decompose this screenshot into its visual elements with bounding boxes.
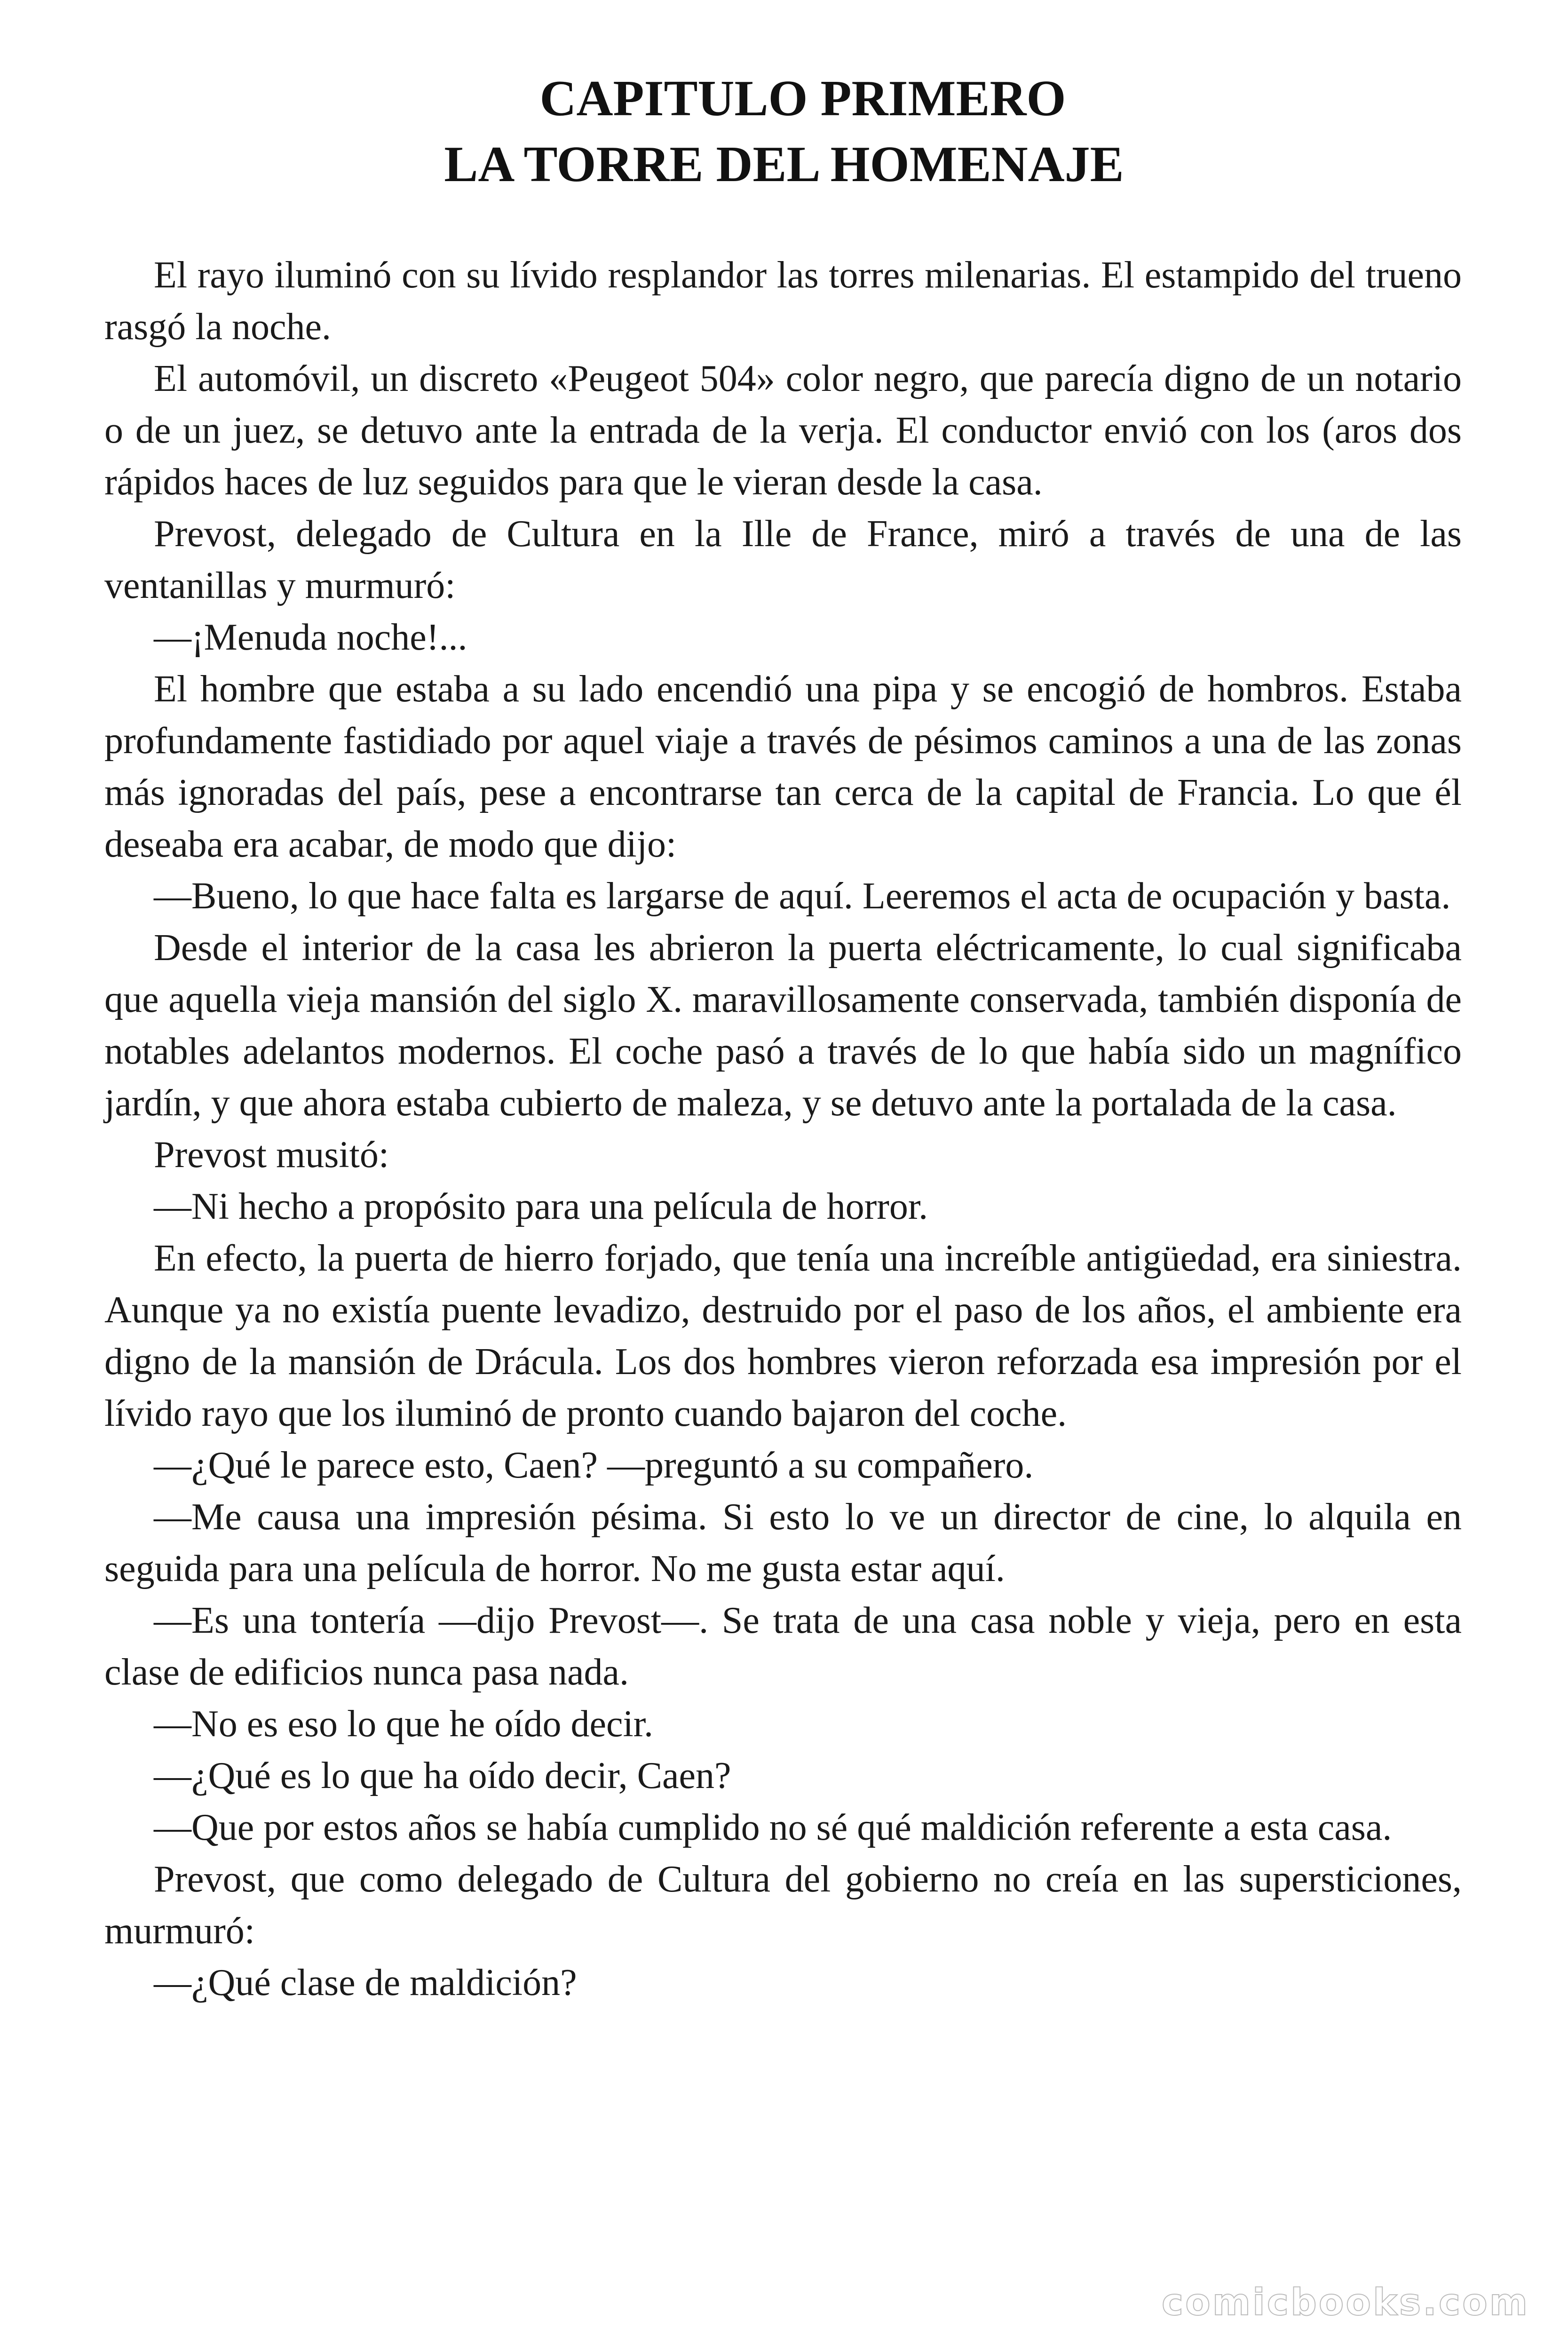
- watermark: comicbooks.com: [1161, 2281, 1529, 2324]
- paragraph: —Me causa una impresión pésima. Si esto lo ve un director de cine, lo alquila en seguida para una película de horror. No me gusta estar aquí.: [104, 1496, 1462, 1589]
- paragraph: —Bueno, lo que hace falta es largarse de aquí. Leeremos el acta de ocupación y basta.: [154, 875, 1451, 917]
- paragraph: El hombre que estaba a su lado encendió una pipa y se encogió de hombros. Estaba profundamente fastidiado por aquel viaje a través de pésimos caminos a una de las zonas más ignoradas del país, pese a encontrarse tan cerca de la capital de Francia. Lo que él deseaba era acabar, de modo que dijo:: [104, 668, 1462, 865]
- paragraph: Prevost musitó:: [154, 1134, 389, 1176]
- chapter-subtitle: LA TORRE DEL HOMENAJE: [444, 136, 1124, 192]
- paragraph: El automóvil, un discreto «Peugeot 504» color negro, que parecía digno de un notario o de un juez, se detuvo ante la entrada de la verja. El conductor envió con los (aros dos rápidos haces de luz seguidos para que le vieran desde la casa.: [104, 358, 1462, 503]
- paragraph: —¿Qué le parece esto, Caen? —preguntó a su compañero.: [154, 1445, 1034, 1486]
- paragraph: Desde el interior de la casa les abrieron la puerta eléctricamente, lo cual significaba que aquella vieja mansión del siglo X. maravillosamente conservada, también disponía de notables adelantos modernos. El coche pasó a través de lo que había sido un magnífico jardín, y que ahora estaba cubierto de maleza, y se detuvo ante la portalada de la casa.: [104, 927, 1462, 1124]
- paragraph: —Ni hecho a propósito para una película de horror.: [154, 1186, 928, 1227]
- paragraph: —¡Menuda noche!...: [154, 617, 467, 658]
- paragraph: —No es eso lo que he oído decir.: [154, 1703, 653, 1745]
- chapter-heading: [0, 66, 1568, 198]
- paragraph: —Que por estos años se había cumplido no sé qué maldición referente a esta casa.: [154, 1807, 1392, 1848]
- chapter-body: [104, 249, 1462, 2009]
- paragraph: Prevost, que como delegado de Cultura del gobierno no creía en las supersticiones, murmuró:: [104, 1859, 1462, 1952]
- paragraph: —Es una tontería —dijo Prevost—. Se trata de una casa noble y vieja, pero en esta clase de edificios nunca pasa nada.: [104, 1600, 1462, 1693]
- paragraph: En efecto, la puerta de hierro forjado, que tenía una increíble antigüedad, era siniestra. Aunque ya no existía puente levadizo, destruido por el paso de los años, el ambiente era digno de la mansión de Drácula. Los dos hombres vieron reforzada esa impresión por el lívido rayo que los iluminó de pronto cuando bajaron del coche.: [104, 1238, 1462, 1434]
- paragraph: Prevost, delegado de Cultura en la Ille de France, miró a través de una de las ventanillas y murmuró:: [104, 513, 1462, 606]
- chapter-title: CAPITULO PRIMERO: [539, 71, 1066, 127]
- paragraph: —¿Qué clase de maldición?: [154, 1962, 577, 2003]
- paragraph: El rayo iluminó con su lívido resplandor las torres milenarias. El estampido del trueno rasgó la noche.: [104, 254, 1462, 348]
- paragraph: —¿Qué es lo que ha oído decir, Caen?: [154, 1755, 731, 1796]
